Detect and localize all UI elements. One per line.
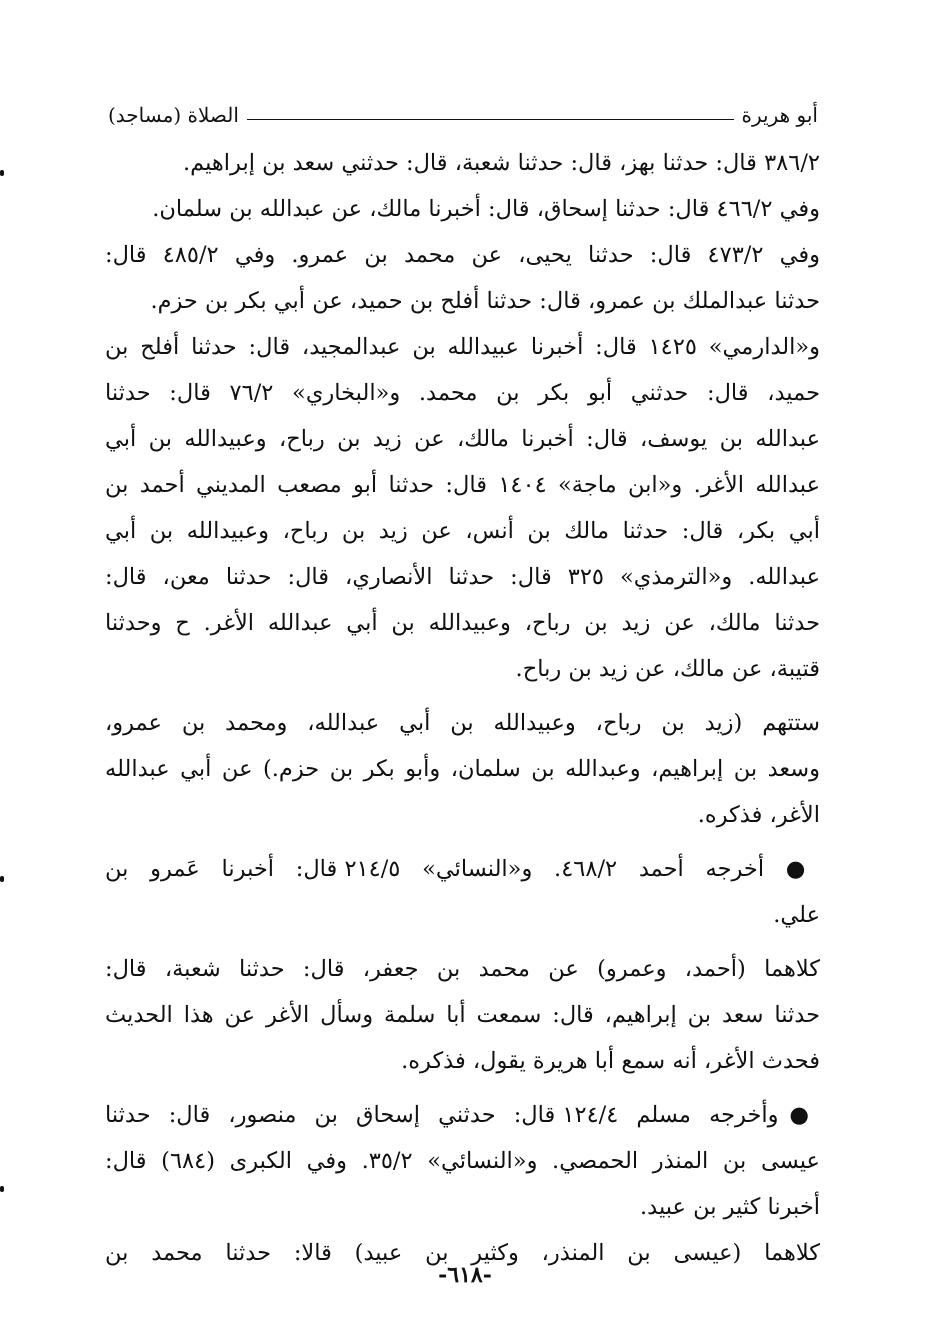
running-header bbox=[108, 100, 818, 130]
text-line: عبدالله. و«الترمذي» ٣٢٥ قال: حدثنا الأنصاري، قال: حدثنا معن، قال: bbox=[105, 564, 821, 590]
text-line: عبدالله الأغر. و«ابن ماجة» ١٤٠٤ قال: حدثنا أبو مصعب المديني أحمد بن bbox=[105, 472, 820, 498]
paragraph-gap bbox=[105, 838, 820, 846]
text-line: عيسى بن المنذر الحمصي. و«النسائي» ٣٥/٢. وفي الكبرى (٦٨٤) قال: bbox=[105, 1148, 820, 1174]
text-line: أبي بكر، قال: حدثنا مالك بن أنس، عن زيد بن رباح، وعبيدالله بن أبي bbox=[105, 518, 820, 544]
paragraph-gap bbox=[105, 938, 820, 946]
margin-mark bbox=[0, 876, 4, 882]
header-section-title: الصلاة (مساجد) bbox=[108, 103, 239, 127]
text-line: كلاهما (عيسى بن المنذر، وكثير بن عبيد) قالا: حدثنا محمد بن bbox=[105, 1240, 820, 1266]
text-line: قتيبة، عن مالك، عن زيد بن رباح. bbox=[515, 656, 820, 682]
margin-mark bbox=[0, 170, 4, 176]
page-number: -٦١٨- bbox=[438, 1262, 492, 1288]
hadith-text-body bbox=[105, 140, 820, 1276]
text-line: ● أخرجه أحمد ٤٦٨/٢. و«النسائي» ٢١٤/٥ قال: أخبرنا عَمرو بن bbox=[105, 856, 820, 882]
text-line: حدثنا سعد بن إبراهيم، قال: سمعت أبا سلمة وسأل الأغر عن هذا الحديث bbox=[105, 1002, 820, 1028]
text-line: ●وأخرجه مسلم ١٢٤/٤ قال: حدثني إسحاق بن منصور، قال: حدثنا bbox=[105, 1102, 820, 1128]
text-line: حدثنا مالك، عن زيد بن رباح، وعبيدالله بن أبي عبدالله الأغر. ح وحدثنا bbox=[105, 610, 820, 636]
text-line: أخبرنا كثير بن عبيد. bbox=[640, 1194, 820, 1220]
text-line: ستتهم (زيد بن رباح، وعبيدالله بن أبي عبدالله، ومحمد بن عمرو، bbox=[105, 710, 820, 736]
text-line: حميد، قال: حدثني أبو بكر بن محمد. و«البخاري» ٧٦/٢ قال: حدثنا bbox=[105, 380, 820, 406]
header-narrator: أبو هريرة bbox=[741, 103, 818, 127]
text-line: علي. bbox=[773, 902, 820, 928]
text-line: الأغر، فذكره. bbox=[697, 802, 820, 828]
header-rule bbox=[247, 119, 734, 120]
text-line: فحدث الأغر، أنه سمع أبا هريرة يقول، فذكره. bbox=[401, 1048, 820, 1074]
text-line: وفي ٤٧٣/٢ قال: حدثنا يحيى، عن محمد بن عمرو. وفي ٤٨٥/٢ قال: bbox=[105, 242, 820, 268]
text-line: وفي ٤٦٦/٢ قال: حدثنا إسحاق، قال: أخبرنا مالك، عن عبدالله بن سلمان. bbox=[152, 196, 820, 222]
text-line: حدثنا عبدالملك بن عمرو، قال: حدثنا أفلح بن حميد، عن أبي بكر بن حزم. bbox=[150, 288, 820, 314]
text-line: ٣٨٦/٢ قال: حدثنا بهز، قال: حدثنا شعبة، قال: حدثني سعد بن إبراهيم. bbox=[183, 150, 820, 176]
text-line: كلاهما (أحمد، وعمرو) عن محمد بن جعفر، قال: حدثنا شعبة، قال: bbox=[105, 956, 820, 982]
text-line: و«الدارمي» ١٤٢٥ قال: أخبرنا عبيدالله بن عبدالمجيد، قال: حدثنا أفلح بن bbox=[105, 334, 820, 360]
margin-mark bbox=[0, 1186, 4, 1192]
text-line: وسعد بن إبراهيم، وعبدالله بن سلمان، وأبو بكر بن حزم.) عن أبي عبدالله bbox=[105, 756, 820, 782]
text-line: عبدالله بن يوسف، قال: أخبرنا مالك، عن زيد بن رباح، وعبيدالله بن أبي bbox=[105, 426, 820, 452]
paragraph-gap bbox=[105, 692, 820, 700]
paragraph-gap bbox=[105, 1084, 820, 1092]
